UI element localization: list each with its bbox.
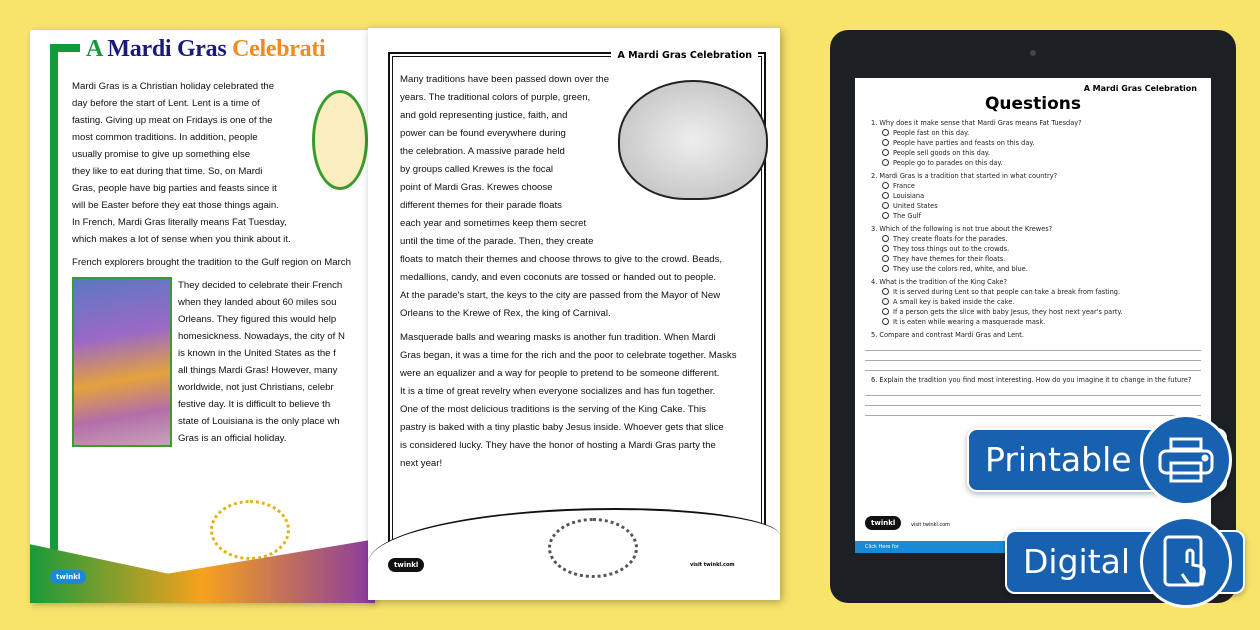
answer-option[interactable]: People fast on this day. bbox=[871, 128, 1201, 138]
green-border bbox=[50, 44, 58, 584]
text-line: It is a time of great revelry when everyone socializes and has fun together. bbox=[400, 386, 716, 397]
question-text: 1. Why does it make sense that Mardi Gras means Fat Tuesday? bbox=[871, 119, 1082, 127]
text-line: Gras is an official holiday. bbox=[178, 433, 287, 444]
text-line: Orleans. They figured this would help bbox=[178, 314, 337, 325]
reading-page-1 bbox=[30, 30, 375, 603]
paragraph-1 bbox=[400, 71, 762, 323]
page-title bbox=[86, 36, 325, 63]
text-line: the celebration. A massive parade held bbox=[400, 146, 565, 157]
page-header: A Mardi Gras Celebration bbox=[1083, 84, 1197, 93]
text-line: years. The traditional colors of purple, green, bbox=[400, 92, 591, 103]
text-line: point of Mardi Gras. Krewes choose bbox=[400, 182, 553, 193]
beads-image bbox=[210, 500, 290, 560]
printer-icon bbox=[1140, 414, 1232, 506]
text-line: medallions, candy, and even coconuts are tossed or handed out to people. bbox=[400, 272, 717, 283]
twinkl-logo: twinkl bbox=[865, 516, 901, 530]
question-text: 3. Which of the following is not true about the Krewes? bbox=[871, 225, 1053, 233]
reading-page-2 bbox=[368, 28, 780, 600]
tablet-touch-icon bbox=[1140, 516, 1232, 608]
answer-line[interactable] bbox=[865, 388, 1201, 396]
answer-option[interactable]: People have parties and feasts on this day. bbox=[871, 138, 1201, 148]
text-line: Masquerade balls and wearing masks is another fun tradition. When Mardi bbox=[400, 332, 716, 343]
click-here-bar[interactable]: Click Here for bbox=[855, 541, 1211, 553]
text-line: day before the start of Lent. Lent is a time of bbox=[72, 98, 260, 109]
beads-outline bbox=[548, 518, 638, 578]
text-line: fasting. Giving up meat on Fridays is one of the bbox=[72, 115, 273, 126]
paragraph-2 bbox=[178, 277, 364, 447]
answer-option[interactable]: United States bbox=[871, 201, 1201, 211]
text-line: homesickness. Nowadays, the city of N bbox=[178, 331, 345, 342]
text-line: different themes for their parade floats bbox=[400, 200, 562, 211]
answer-line[interactable] bbox=[865, 398, 1201, 406]
street-image bbox=[72, 277, 172, 447]
answer-option[interactable]: They use the colors red, white, and blue. bbox=[871, 264, 1201, 274]
green-border-top bbox=[50, 44, 80, 52]
answer-option[interactable]: The Gulf bbox=[871, 211, 1201, 221]
text-line: Gras, people have big parties and feasts since it bbox=[72, 183, 277, 194]
answer-line[interactable] bbox=[865, 353, 1201, 361]
question bbox=[871, 224, 1201, 274]
paragraph-2 bbox=[400, 329, 762, 473]
text-line: is known in the United States as the f bbox=[178, 348, 336, 359]
text-line: they like to eat during that time. So, on Mardi bbox=[72, 166, 263, 177]
questions-list bbox=[871, 118, 1201, 418]
article-body bbox=[400, 71, 762, 473]
text-line: is considered lucky. They have the honor of hosting a Mardi Gras party the bbox=[400, 440, 716, 451]
text-line: Many traditions have been passed down over the bbox=[400, 74, 610, 85]
text-line: They decided to celebrate their French bbox=[178, 280, 343, 291]
text-line: when they landed about 60 miles sou bbox=[178, 297, 337, 308]
title-c: Celebrati bbox=[232, 36, 326, 62]
question-text: 4. What is the tradition of the King Cake? bbox=[871, 278, 1007, 286]
question-text: 2. Mardi Gras is a tradition that started in what country? bbox=[871, 172, 1058, 180]
text-line: until the time of the parade. Then, they create bbox=[400, 236, 594, 247]
text-line: state of Louisiana is the only place wh bbox=[178, 416, 340, 427]
text-line: In French, Mardi Gras literally means Fat Tuesday, bbox=[72, 217, 287, 228]
text-line: by groups called Krewes is the focal bbox=[400, 164, 554, 175]
answer-option[interactable]: People go to parades on this day. bbox=[871, 158, 1201, 168]
answer-option[interactable]: They create floats for the parades. bbox=[871, 234, 1201, 244]
footer-link: visit twinkl.com bbox=[690, 562, 735, 568]
answer-option[interactable]: France bbox=[871, 181, 1201, 191]
text-line: Mardi Gras is a Christian holiday celebrated the bbox=[72, 81, 275, 92]
answer-option[interactable]: Louisiana bbox=[871, 191, 1201, 201]
answer-line[interactable] bbox=[865, 343, 1201, 351]
text-line: One of the most delicious traditions is the serving of the King Cake. This bbox=[400, 404, 706, 415]
text-line: all things Mardi Gras! However, many bbox=[178, 365, 338, 376]
page-header: A Mardi Gras Celebration bbox=[611, 50, 758, 61]
title-b: Mardi Gras bbox=[107, 36, 227, 62]
article-body bbox=[72, 78, 364, 447]
text-line: usually promise to give up something else bbox=[72, 149, 251, 160]
answer-line[interactable] bbox=[865, 408, 1201, 416]
answer-option[interactable]: It is served during Lent so that people can take a break from fasting. bbox=[871, 287, 1201, 297]
text-line: power can be found everywhere during bbox=[400, 128, 566, 139]
question bbox=[871, 118, 1201, 168]
title-a: A bbox=[86, 36, 102, 62]
twinkl-logo: twinkl bbox=[388, 558, 424, 572]
text-line: festive day. It is difficult to believe th bbox=[178, 399, 331, 410]
question bbox=[871, 277, 1201, 327]
text-line: most common traditions. In addition, people bbox=[72, 132, 258, 143]
text-line: At the parade's start, the keys to the city are passed from the Mayor of New bbox=[400, 290, 721, 301]
text-line: pastry is baked with a tiny plastic baby Jesus inside. Whoever gets that slice bbox=[400, 422, 724, 433]
text-line: Gras began, it was a time for the rich and the poor to celebrate together. Masks bbox=[400, 350, 737, 361]
text-line: were an equalizer and a way for people to pretend to be someone different. bbox=[400, 368, 720, 379]
digital-badge: Digital bbox=[1005, 530, 1245, 594]
questions-title: Questions bbox=[984, 94, 1082, 114]
text-line: will be Easter before they eat those things again. bbox=[72, 200, 279, 211]
paragraph-1 bbox=[72, 78, 312, 248]
answer-option[interactable]: A small key is baked inside the cake. bbox=[871, 297, 1201, 307]
text-line: next year! bbox=[400, 458, 443, 469]
answer-option[interactable]: If a person gets the slice with baby Jesus, they host next year's party. bbox=[871, 307, 1201, 317]
question-text: 6. Explain the tradition you find most interesting. How do you imagine it to change in the future? bbox=[871, 376, 1192, 384]
text-line: worldwide, not just Christians, celebr bbox=[178, 382, 334, 393]
text-line: floats to match their themes and choose throws to give to the crowd. Beads, bbox=[400, 254, 723, 265]
printable-badge: Printable bbox=[967, 428, 1227, 492]
answer-option[interactable]: They have themes for their floats. bbox=[871, 254, 1201, 264]
answer-option[interactable]: It is eaten while wearing a masquerade mask. bbox=[871, 317, 1201, 327]
text-line: and gold representing justice, faith, and bbox=[400, 110, 568, 121]
camera-icon bbox=[1030, 50, 1036, 56]
question bbox=[871, 171, 1201, 221]
footer-link: visit twinkl.com bbox=[911, 522, 951, 528]
text-line: each year and sometimes keep them secret bbox=[400, 218, 587, 229]
answer-line[interactable] bbox=[865, 363, 1201, 371]
image-row bbox=[72, 277, 364, 447]
answer-option[interactable]: People sell goods on this day. bbox=[871, 148, 1201, 158]
text-line: Orleans to the Krewe of Rex, the king of Carnival. bbox=[400, 308, 611, 319]
question-text: 5. Compare and contrast Mardi Gras and Lent. bbox=[871, 331, 1024, 339]
paragraph-2-first: French explorers brought the tradition to the Gulf region on March bbox=[72, 257, 351, 268]
bottom-decoration bbox=[30, 505, 375, 603]
text-line: which makes a lot of sense when you think about it. bbox=[72, 234, 291, 245]
twinkl-logo: twinkl bbox=[50, 570, 86, 584]
answer-option[interactable]: They toss things out to the crowds. bbox=[871, 244, 1201, 254]
